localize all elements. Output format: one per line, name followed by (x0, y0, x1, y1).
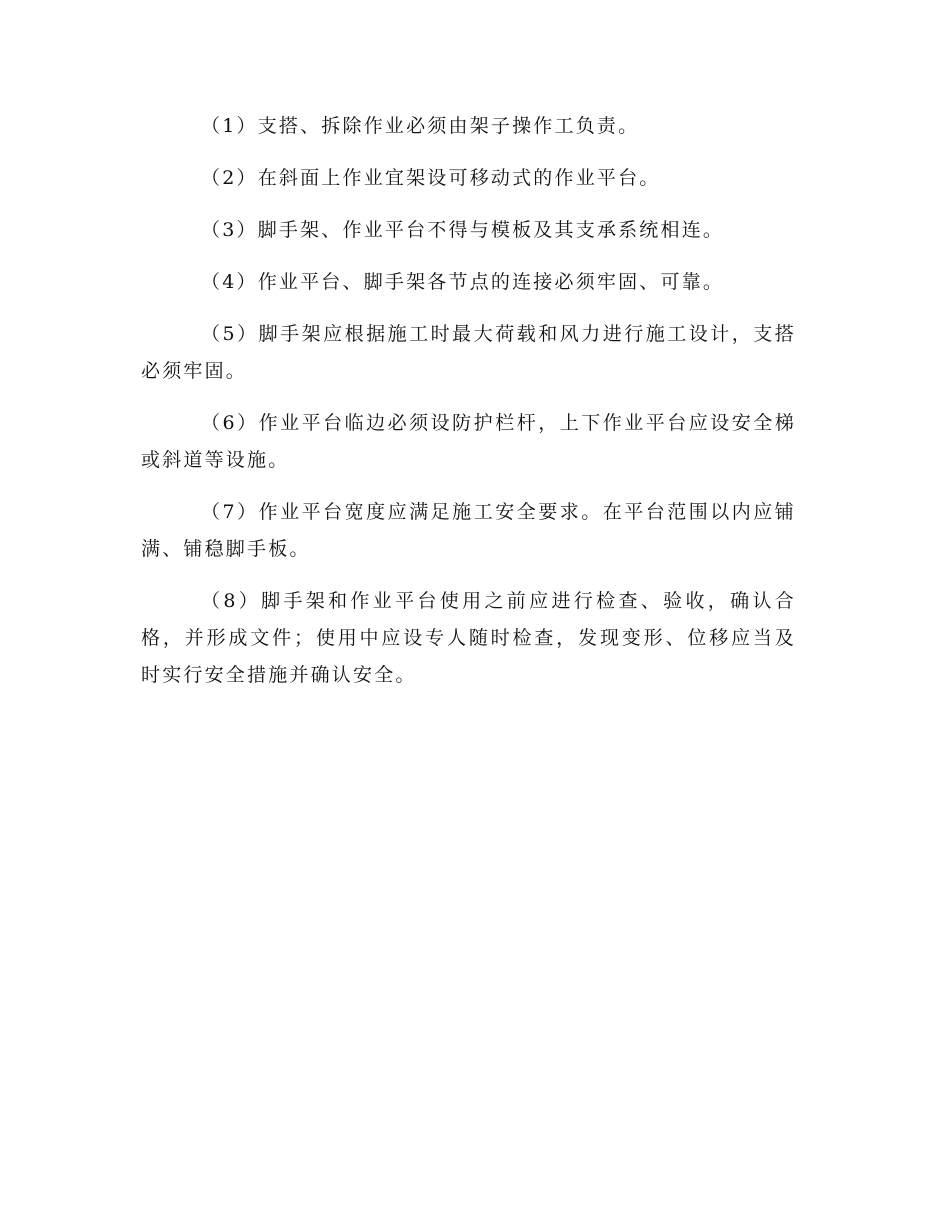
paragraph-7: （7）作业平台宽度应满足施工安全要求。在平台范围以内应铺满、铺稳脚手板。 (141, 501, 796, 560)
paragraph-2: （2）在斜面上作业宜架设可移动式的作业平台。 (201, 167, 661, 189)
paragraph-4: （4）作业平台、脚手架各节点的连接必须牢固、可靠。 (201, 271, 725, 293)
paragraph-5: （5）脚手架应根据施工时最大荷载和风力进行施工设计，支搭必须牢固。 (141, 323, 796, 382)
document-body (141, 108, 796, 709)
paragraph-3: （3）脚手架、作业平台不得与模板及其支承系统相连。 (201, 219, 725, 241)
paragraph-8: （8）脚手架和作业平台使用之前应进行检查、验收，确认合格，并形成文件；使用中应设专人随时检查，发现变形、位移应当及时实行安全措施并确认安全。 (141, 590, 796, 686)
paragraph-6: （6）作业平台临边必须设防护栏杆，上下作业平台应设安全梯或斜道等设施。 (141, 412, 796, 471)
paragraph-1: （1）支搭、拆除作业必须由架子操作工负责。 (201, 115, 640, 137)
